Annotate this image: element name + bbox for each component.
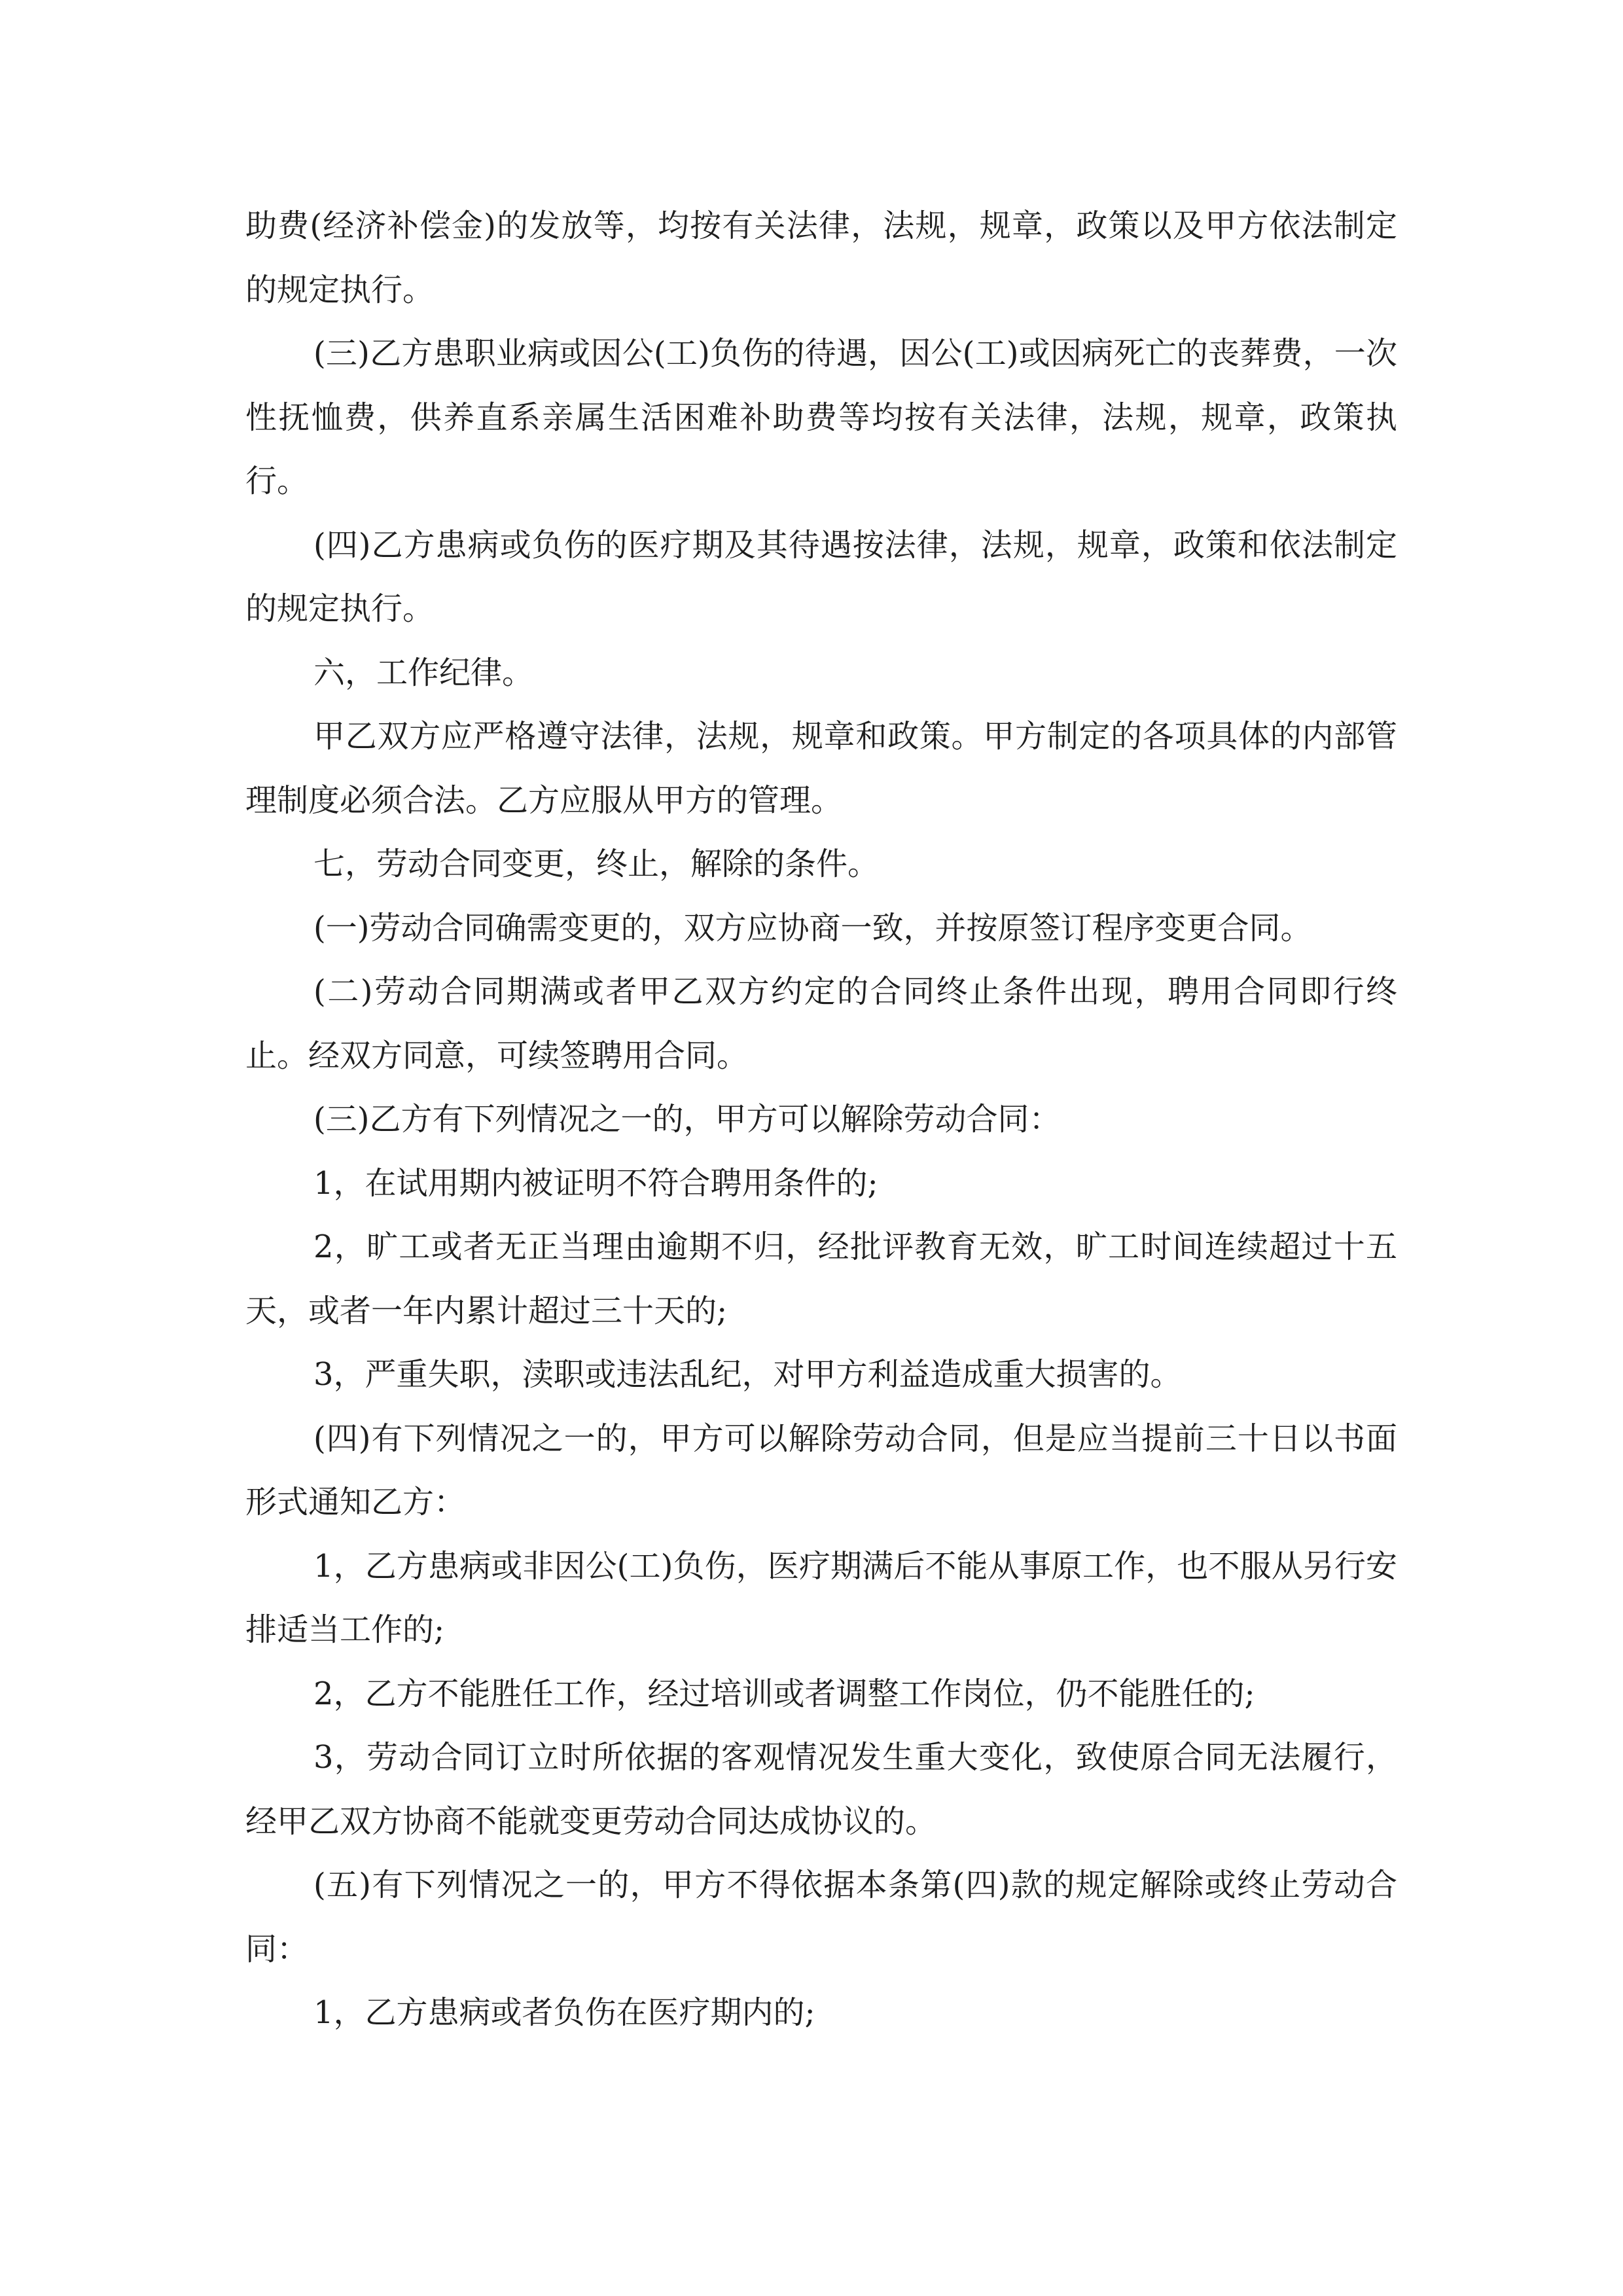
paragraph-clause-5-3: (三)乙方患职业病或因公(工)负伤的待遇，因公(工)或因病死亡的丧葬费，一次性抚恤费，供养直系亲属生活困难补助费等均按有关法律，法规，规章，政策执行。 (245, 335, 1397, 499)
list-item-7-4-3: 3，劳动合同订立时所依据的客观情况发生重大变化，致使原合同无法履行，经甲乙双方协商不能就变更劳动合同达成协议的。 (245, 1739, 1397, 1840)
paragraph-clause-7-4: (四)有下列情况之一的，甲方可以解除劳动合同，但是应当提前三十日以书面形式通知乙方： (245, 1420, 1397, 1520)
paragraph-clause-5-4: (四)乙方患病或负伤的医疗期及其待遇按法律，法规，规章，政策和依法制定的规定执行。 (245, 526, 1397, 627)
paragraph-clause-7-2: (二)劳动合同期满或者甲乙双方约定的合同终止条件出现，聘用合同即行终止。经双方同意，可续签聘用合同。 (245, 973, 1397, 1074)
list-item-7-3-2: 2，旷工或者无正当理由逾期不归，经批评教育无效，旷工时间连续超过十五天，或者一年内累计超过三十天的; (245, 1229, 1397, 1329)
list-item-7-3-1: 1，在试用期内被证明不符合聘用条件的; (313, 1164, 878, 1202)
paragraph-clause-7-5: (五)有下列情况之一的，甲方不得依据本条第(四)款的规定解除或终止劳动合同： (245, 1867, 1397, 1967)
section-heading-work-discipline: 六，工作纪律。 (313, 654, 534, 691)
paragraph-clause-7-1: (一)劳动合同确需变更的，双方应协商一致，并按原签订程序变更合同。 (313, 909, 1312, 946)
section-heading-contract-change: 七，劳动合同变更，终止，解除的条件。 (313, 846, 880, 882)
paragraph-clause-7-3: (三)乙方有下列情况之一的，甲方可以解除劳动合同： (313, 1101, 1061, 1138)
paragraph-work-discipline: 甲乙双方应严格遵守法律，法规，规章和政策。甲方制定的各项具体的内部管理制度必须合法。乙方应服从甲方的管理。 (245, 718, 1397, 819)
list-item-7-3-3: 3，严重失职，渎职或违法乱纪，对甲方利益造成重大损害的。 (313, 1356, 1182, 1393)
list-item-7-4-1: 1，乙方患病或非因公(工)负伤，医疗期满后不能从事原工作，也不服从另行安排适当工作的; (245, 1547, 1397, 1648)
list-item-7-4-2: 2，乙方不能胜任工作，经过培训或者调整工作岗位，仍不能胜任的; (313, 1675, 1255, 1712)
list-item-7-5-1: 1，乙方患病或者负伤在医疗期内的; (313, 1994, 815, 2031)
paragraph-compensation-continued: 助费(经济补偿金)的发放等，均按有关法律，法规，规章，政策以及甲方依法制定的规定执行。 (245, 207, 1397, 308)
document-body (245, 194, 1397, 2045)
